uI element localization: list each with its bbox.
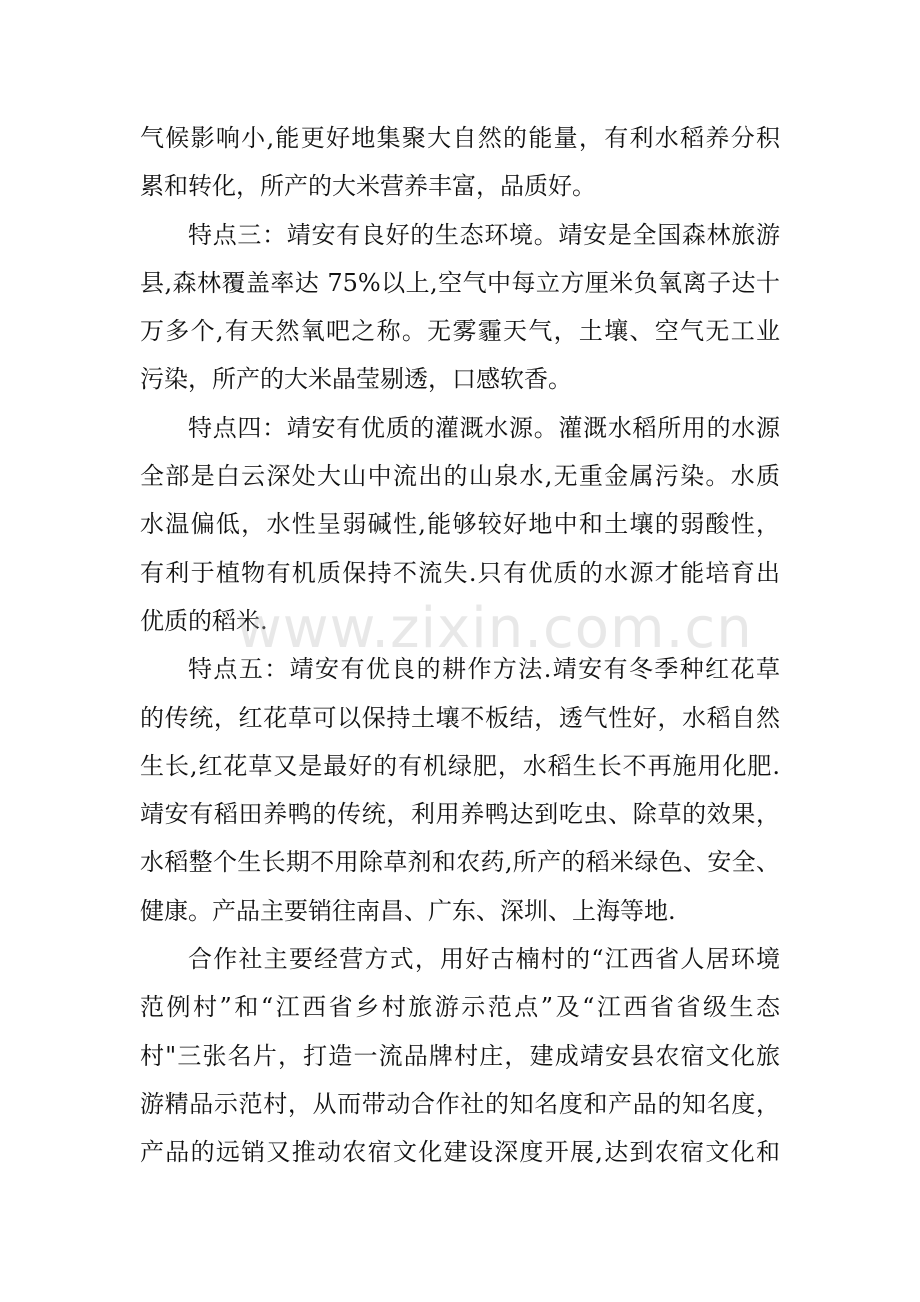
text-line: 气候影响小,能更好地集聚大自然的能量，有利水稻养分积	[140, 124, 780, 152]
text-line: 全部是白云深处大山中流出的山泉水,无重金属污染。水质	[140, 462, 780, 491]
text-line: 污染，所产的大米晶莹剔透，口感软香。	[140, 365, 572, 394]
text-line: 范例村”和“江西省乡村旅游示范点”及“江西省省级生态	[140, 993, 780, 1022]
text-line: 健康。产品主要销往南昌、广东、深圳、上海等地.	[140, 896, 676, 925]
text-line: 县,森林覆盖率达 75%以上,空气中每立方厘米负氧离子达十	[140, 268, 780, 297]
document-body	[140, 114, 780, 1177]
text-line: 万多个,有天然氧吧之称。无雾霾天气，土壤、空气无工业	[140, 317, 780, 346]
text-line: 的传统，红花草可以保持土壤不板结，透气性好，水稻自然	[140, 703, 780, 732]
text-line: 靖安有稻田养鸭的传统，利用养鸭达到吃虫、除草的效果，	[140, 800, 780, 829]
text-line: 合作社主要经营方式，用好古楠村的“江西省人居环境	[188, 945, 780, 974]
text-line: 特点五：靖安有优良的耕作方法.靖安有冬季种红花草	[188, 655, 780, 684]
text-line: 累和转化，所产的大米营养丰富，品质好。	[140, 172, 596, 201]
text-line: 特点三：靖安有良好的生态环境。靖安是全国森林旅游	[188, 220, 780, 249]
text-line: 游精品示范村，从而带动合作社的知名度和产品的知名度，	[140, 1089, 780, 1118]
text-line: 水稻整个生长期不用除草剂和农药,所产的稻米绿色、安全、	[140, 848, 780, 877]
text-line: 特点四：靖安有优质的灌溉水源。灌溉水稻所用的水源	[188, 413, 780, 442]
text-line: 生长,红花草又是最好的有机绿肥，水稻生长不再施用化肥.	[140, 751, 780, 780]
watermark: www.zixin.com.cn	[236, 596, 753, 661]
text-line: 优质的稻米.	[140, 606, 268, 635]
text-line: 水温偏低，水性呈弱碱性,能够较好地中和土壤的弱酸性，	[140, 510, 780, 539]
text-line: 有利于植物有机质保持不流失.只有优质的水源才能培育出	[140, 558, 780, 587]
text-line: 产品的远销又推动农宿文化建设深度开展,达到农宿文化和	[140, 1138, 780, 1167]
text-line: 村"三张名片，打造一流品牌村庄，建成靖安县农宿文化旅	[140, 1041, 780, 1070]
